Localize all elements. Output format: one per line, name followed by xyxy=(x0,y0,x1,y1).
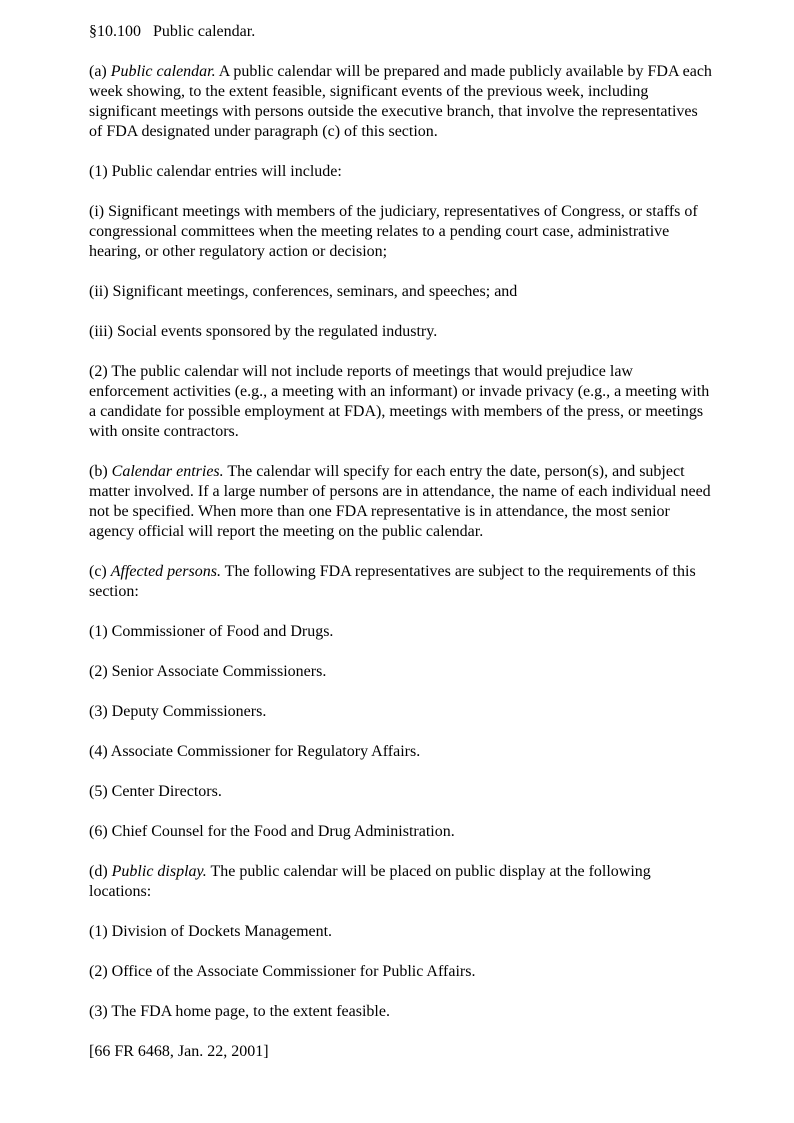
paragraph-c3: (3) Deputy Commissioners. xyxy=(89,703,267,720)
paragraph-d-title: Public display. xyxy=(111,863,207,880)
paragraph-c-text: The following FDA representatives are subject to the requirements of this section: xyxy=(89,563,696,600)
paragraph-a-title: Public calendar. xyxy=(110,63,216,80)
paragraph-c2: (2) Senior Associate Commissioners. xyxy=(89,663,327,680)
paragraph-a1iii: (iii) Social events sponsored by the regulated industry. xyxy=(89,323,438,340)
paragraph-d3: (3) The FDA home page, to the extent feasible. xyxy=(89,1003,390,1020)
paragraph-a1: (1) Public calendar entries will include: xyxy=(89,163,342,180)
paragraph-c1: (1) Commissioner of Food and Drugs. xyxy=(89,623,334,640)
paragraph-a2: (2) The public calendar will not include reports of meetings that would prejudice law enforcement activities (e.g., a meeting with an informant) or invade privacy (e.g., a meeting with a candidate for possible employment at FDA), meetings with members of the press, or meetings with onsite contractors. xyxy=(89,363,710,440)
paragraph-d-marker: (d) xyxy=(89,863,112,880)
paragraph-d2: (2) Office of the Associate Commissioner for Public Affairs. xyxy=(89,963,476,980)
paragraph-a-text: A public calendar will be prepared and made publicly available by FDA each week showing, to the extent feasible, significant events of the previous week, including significant meetings with persons outside the executive branch, that involve the representatives of FDA designated under paragraph (c) of this section. xyxy=(89,63,712,140)
paragraph-b-text: The calendar will specify for each entry the date, person(s), and subject matter involved. If a large number of persons are in attendance, the name of each individual need not be specified. When more than one FDA representative is in attendance, the most senior agency official will report the meeting on the public calendar. xyxy=(89,463,711,540)
paragraph-a1ii: (ii) Significant meetings, conferences, seminars, and speeches; and xyxy=(89,283,518,300)
document-page xyxy=(89,22,714,1062)
paragraph-c xyxy=(89,562,714,602)
paragraph-d-text: The public calendar will be placed on public display at the following locations: xyxy=(89,863,651,900)
paragraph-b xyxy=(89,462,714,542)
paragraph-c-title: Affected persons. xyxy=(110,563,221,580)
source-citation: [66 FR 6468, Jan. 22, 2001] xyxy=(89,1043,269,1060)
paragraph-b-marker: (b) xyxy=(89,463,112,480)
paragraph-a-marker: (a) xyxy=(89,63,111,80)
paragraph-c6: (6) Chief Counsel for the Food and Drug Administration. xyxy=(89,823,455,840)
paragraph-a1i: (i) Significant meetings with members of the judiciary, representatives of Congress, or staffs of congressional committees when the meeting relates to a pending court case, administrative hearing, or other regulatory action or decision; xyxy=(89,203,698,260)
paragraph-c4: (4) Associate Commissioner for Regulatory Affairs. xyxy=(89,743,421,760)
paragraph-a xyxy=(89,62,714,142)
section-heading: §10.100 Public calendar. xyxy=(89,23,256,40)
paragraph-c5: (5) Center Directors. xyxy=(89,783,222,800)
paragraph-d1: (1) Division of Dockets Management. xyxy=(89,923,333,940)
paragraph-b-title: Calendar entries. xyxy=(111,463,224,480)
paragraph-d xyxy=(89,862,714,902)
paragraph-c-marker: (c) xyxy=(89,563,111,580)
